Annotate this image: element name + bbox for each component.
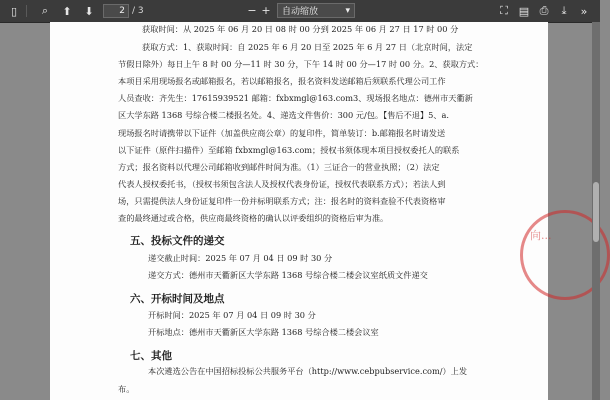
- chevron-down-icon: ▾: [345, 5, 350, 16]
- zoom-minus-icon[interactable]: −: [247, 4, 257, 17]
- section-heading: 六、开标时间及地点: [130, 293, 225, 305]
- open-file-icon[interactable]: ▤: [518, 4, 530, 18]
- page-total-label: / 3: [132, 6, 144, 16]
- pdf-page: [50, 22, 552, 400]
- doc-line: 节假日除外）每日上午 8 时 00 分—11 时 30 分，下午 14 时 00 分—17 时 00 分。2、获取方式：: [118, 59, 484, 69]
- zoom-controls: [245, 3, 359, 18]
- print-icon[interactable]: ⎙: [539, 4, 549, 17]
- vertical-scrollbar[interactable]: [592, 22, 600, 400]
- seal-text: 向...: [530, 229, 552, 242]
- doc-line: 场，只需提供法人身份证复印件一份并标明联系方式；注：报名时的资料查验不代表资格审: [118, 196, 446, 206]
- doc-line: 代表人授权委托书，（授权书须包含法人及授权代表身份证，授权代表联系方式）；若法人到: [118, 179, 446, 189]
- doc-line: 方式；报名资料以代理公司邮箱收到邮件时间为准。（1）三证合一的营业执照；（2）法定: [118, 162, 440, 172]
- scrollbar-thumb[interactable]: [593, 182, 599, 242]
- presentation-icon[interactable]: ⛶: [500, 4, 508, 17]
- doc-line: 人员查收：齐先生：17615939521 邮箱：fxbxmgl@163.com3、现场报名地点：德州市天衢新: [118, 93, 473, 103]
- doc-line: 获取方式：1、获取时间：自 2025 年 6 月 20 日至 2025 年 6 月 27 日（北京时间，法定: [142, 42, 473, 52]
- doc-line: 以下证件（原件扫描件）至邮箱 fxbxmgl@163.com；授权书须体现本项目授权委托人的联系: [118, 145, 460, 155]
- doc-line: 区大学东路 1368 号综合楼二楼报名处。4、递选文件售价：300 元/包。【售后不退】5、a.: [118, 110, 450, 120]
- page-down-icon[interactable]: ⬇: [84, 4, 94, 18]
- page-number-input[interactable]: [103, 4, 129, 18]
- zoom-select[interactable]: [277, 3, 355, 18]
- toolbar-separator: [26, 5, 27, 17]
- more-tools-icon[interactable]: »: [580, 4, 588, 18]
- doc-line: 递交截止时间：2025 年 07 月 04 日 09 时 30 分: [148, 253, 333, 263]
- doc-line: 本次遴选公告在中国招标投标公共服务平台（http://www.cebpubservice.com/）上发: [148, 366, 468, 376]
- zoom-plus-icon[interactable]: +: [261, 4, 271, 17]
- section-heading: 五、投标文件的递交: [130, 235, 225, 247]
- doc-line: 布。: [118, 384, 135, 394]
- pdf-toolbar: [0, 0, 600, 23]
- doc-line: 获取时间：从 2025 年 06 月 20 日 08 时 00 分到 2025 年 06 月 27 日 17 时 00 分: [142, 24, 459, 34]
- sidebar-toggle-icon[interactable]: ▯: [10, 4, 18, 18]
- page-up-icon[interactable]: ⬆: [62, 4, 72, 18]
- doc-line: 现场报名时请携带以下证件（加盖供应商公章）的复印件，简单装订：b.邮箱报名时请发送: [118, 128, 446, 138]
- download-icon[interactable]: ⤓: [561, 4, 567, 17]
- doc-line: 开标地点：德州市天衢新区大学东路 1368 号综合楼二楼会议室: [148, 327, 379, 337]
- search-icon[interactable]: ⌕: [41, 4, 49, 17]
- section-heading: 七、其他: [130, 350, 172, 362]
- toolbar-right-group: [492, 3, 592, 19]
- doc-line: 递交方式：德州市天衢新区大学东路 1368 号综合楼二楼会议室纸质文件递交: [148, 270, 428, 280]
- doc-line: 开标时间：2025 年 07 月 04 日 09 时 30 分: [148, 310, 316, 320]
- zoom-select-label: 自动缩放: [282, 7, 319, 17]
- doc-line: 查的最终通过或合格，供应商最终资格的确认以评委组织的资格后审为准。: [118, 213, 389, 223]
- doc-line: 本项目采用现场报名或邮箱报名，若以邮箱报名，报名资料发送邮箱后须联系代理公司工作: [118, 76, 446, 86]
